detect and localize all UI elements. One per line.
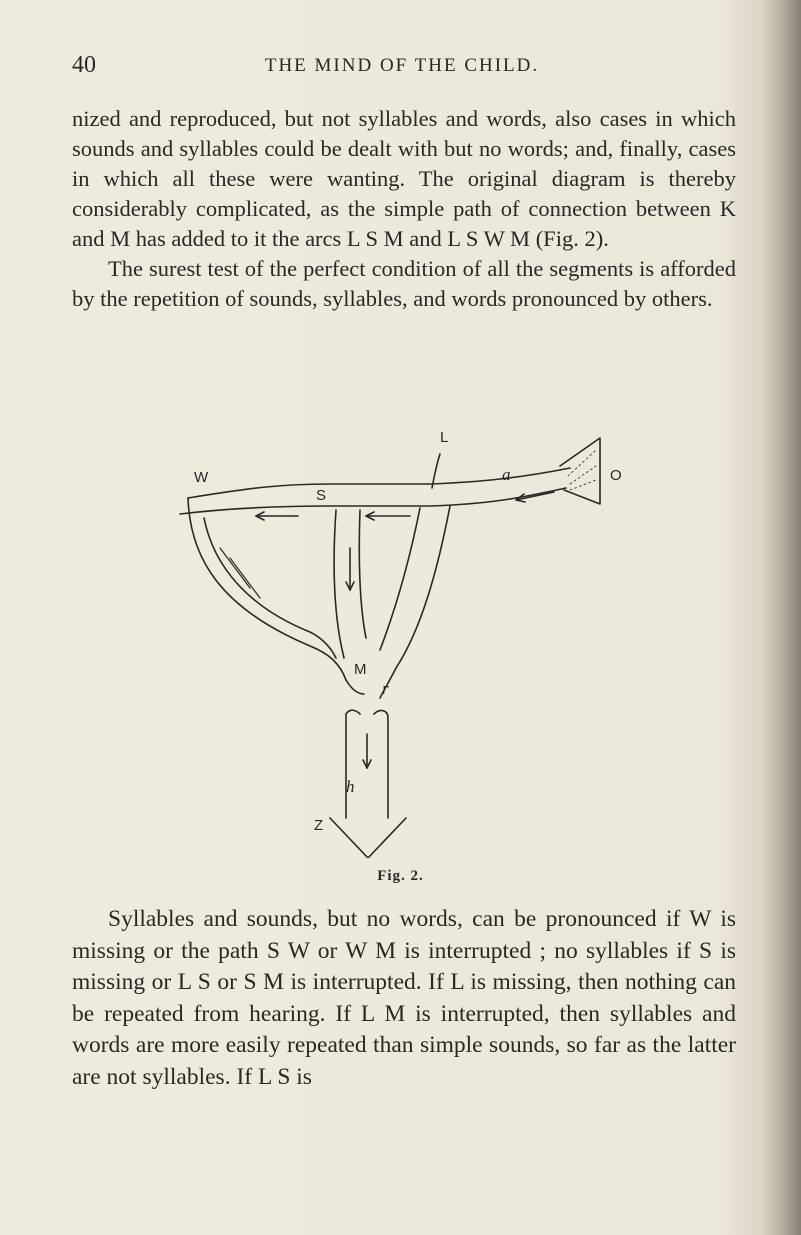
page-number: 40	[72, 52, 96, 78]
label-r: r	[382, 679, 389, 698]
running-head	[72, 52, 732, 82]
figure-caption: Fig. 2.	[377, 868, 424, 884]
lm-outer-right	[396, 506, 450, 668]
o-box-hatch	[568, 450, 596, 490]
descend-right	[374, 711, 388, 818]
running-title: THE MIND OF THE CHILD.	[264, 55, 540, 76]
paragraph: Syllables and sounds, but no words, can be pronounced if W is missing or the path S W or W M is interrupted ; no syllables if S is missing or L S or S M is interrupted. If L is missing, then nothing can be repeated from hearing. If L M is interrupted, then syllables and words are more easily repeated than simple sounds, so far as the latter are not syllables. If L S is	[72, 906, 736, 1090]
label-s: S	[316, 487, 327, 504]
w-arrow-lines	[220, 548, 260, 598]
page-edge-shadow	[761, 0, 801, 1235]
label-z: Z	[314, 817, 324, 834]
label-w: W	[194, 469, 209, 486]
label-m: M	[354, 661, 367, 678]
label-a: a	[502, 465, 511, 484]
lm-left	[334, 510, 344, 658]
descend-left	[346, 710, 360, 818]
top-path-outer	[188, 468, 570, 498]
paragraph: nized and reproduced, but not syllables and words, also cases in which sounds and syllables could be dealt with but no words; and, finally, cases in which all these were wanting. The original diagram is thereby considerably complicated, as the simple path of connection between K and M has added to it the arcs L S M and L S W M (Fig. 2).	[72, 106, 736, 251]
figure-diagram	[160, 418, 640, 858]
lm-right	[380, 508, 420, 650]
paragraph: The surest test of the perfect condition of all the segments is afforded by the repetition of sounds, syllables, and words pronounced by others.	[72, 256, 736, 311]
w-bowl-outer	[188, 498, 346, 680]
diagram-svg	[160, 418, 640, 858]
lm-inner-left	[359, 510, 366, 638]
label-o: O	[610, 467, 622, 484]
body-text-top	[72, 104, 736, 314]
label-l: L	[440, 429, 449, 446]
body-text-bottom	[72, 904, 736, 1093]
w-bowl-inner	[204, 518, 336, 658]
o-box	[560, 438, 600, 504]
m-left-curve	[346, 680, 364, 694]
top-path-inner	[180, 488, 566, 514]
label-h: h	[346, 777, 355, 796]
z-funnel	[330, 818, 406, 858]
